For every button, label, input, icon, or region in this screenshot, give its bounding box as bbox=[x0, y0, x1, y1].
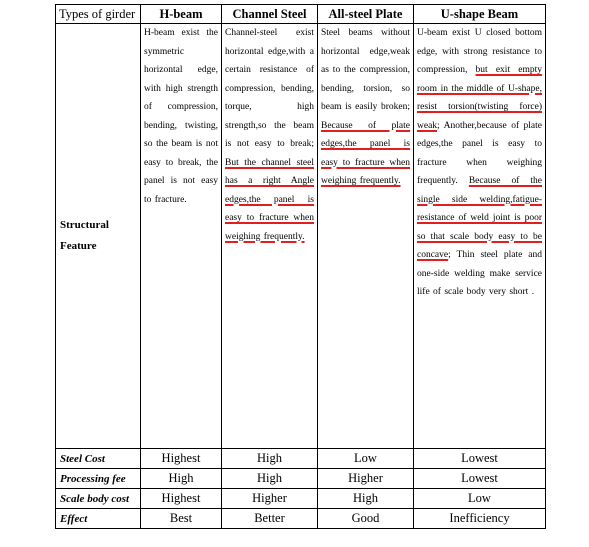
feature-u-red-underlined-2: Because of the single side welding,fatigue-resistance of weld joint is poor so that scale body easy to be concave bbox=[417, 176, 542, 260]
cell-value: Low bbox=[318, 449, 414, 469]
cell-value: Highest bbox=[141, 449, 222, 469]
header-channel-steel: Channel Steel bbox=[222, 5, 318, 24]
feature-all-steel-plate bbox=[318, 24, 414, 449]
feature-u-text-2: ; Another,because of plate edges,the panel is easy to fracture when weighing frequently. bbox=[417, 120, 542, 186]
cell-value: High bbox=[318, 489, 414, 509]
header-u-shape-beam: U-shape Beam bbox=[414, 5, 546, 24]
cell-value: Lowest bbox=[414, 449, 546, 469]
row-label-effect: Effect bbox=[56, 509, 141, 529]
feature-u-red-underlined-1: but exit empty room in the middle of U-shape, resist torsion(twisting force) weak bbox=[417, 65, 542, 131]
cell-value: Highest bbox=[141, 489, 222, 509]
cell-value: Best bbox=[141, 509, 222, 529]
row-label-scale-body-cost: Scale body cost bbox=[56, 489, 141, 509]
feature-u-text-3: ; Thin steel plate and one-side welding make service life of scale body very short . bbox=[417, 250, 542, 297]
feature-plate-text: Steel beams without horizontal edge,weak as to the compression, bending, torsion, so beam is easily broken; bbox=[321, 28, 410, 112]
structural-feature-label-line2: Feature bbox=[60, 240, 97, 252]
cell-value: Lowest bbox=[414, 469, 546, 489]
feature-h-beam bbox=[141, 24, 222, 449]
header-row bbox=[56, 5, 546, 24]
structural-feature-row bbox=[56, 24, 546, 449]
cell-value: Good bbox=[318, 509, 414, 529]
header-all-steel-plate: All-steel Plate bbox=[318, 5, 414, 24]
cell-value: Inefficiency bbox=[414, 509, 546, 529]
feature-channel-steel bbox=[222, 24, 318, 449]
cell-value: High bbox=[222, 449, 318, 469]
cell-value: Better bbox=[222, 509, 318, 529]
feature-u-shape-beam bbox=[414, 24, 546, 449]
table-row bbox=[56, 489, 546, 509]
structural-feature-label bbox=[56, 24, 141, 449]
cell-value: Higher bbox=[222, 489, 318, 509]
feature-channel-text: Channel-steel exist horizontal edge,with a certain resistance of compression, bending, torque, high strength,so the beam is not easy to break; bbox=[225, 28, 314, 149]
structural-feature-label-line1: Structural bbox=[60, 219, 109, 231]
cell-value: High bbox=[141, 469, 222, 489]
cell-value: Low bbox=[414, 489, 546, 509]
table-row bbox=[56, 469, 546, 489]
feature-channel-red-underlined: But the channel steel has a right Angle edges,the panel is easy to fracture when weighing frequently. bbox=[225, 157, 314, 242]
cell-value: Higher bbox=[318, 469, 414, 489]
header-h-beam: H-beam bbox=[141, 5, 222, 24]
header-types-of-girder: Types of girder bbox=[56, 5, 141, 24]
table-row bbox=[56, 509, 546, 529]
table-row bbox=[56, 449, 546, 469]
cell-value: High bbox=[222, 469, 318, 489]
girder-comparison-table bbox=[55, 4, 546, 529]
feature-u-text-1: U-beam exist U closed bottom edge, with strong resistance to compression, bbox=[417, 28, 542, 75]
row-label-processing-fee: Processing fee bbox=[56, 469, 141, 489]
feature-plate-red-underlined: Because of plate edges,the panel is easy to fracture when weighing frequently. bbox=[321, 120, 410, 186]
feature-h-beam-text: H-beam exist the symmetric horizontal edge, with high strength of compression, bending, twisting, so the beam is not easy to break, the panel is not easy to fracture. bbox=[144, 28, 218, 205]
row-label-steel-cost: Steel Cost bbox=[56, 449, 141, 469]
